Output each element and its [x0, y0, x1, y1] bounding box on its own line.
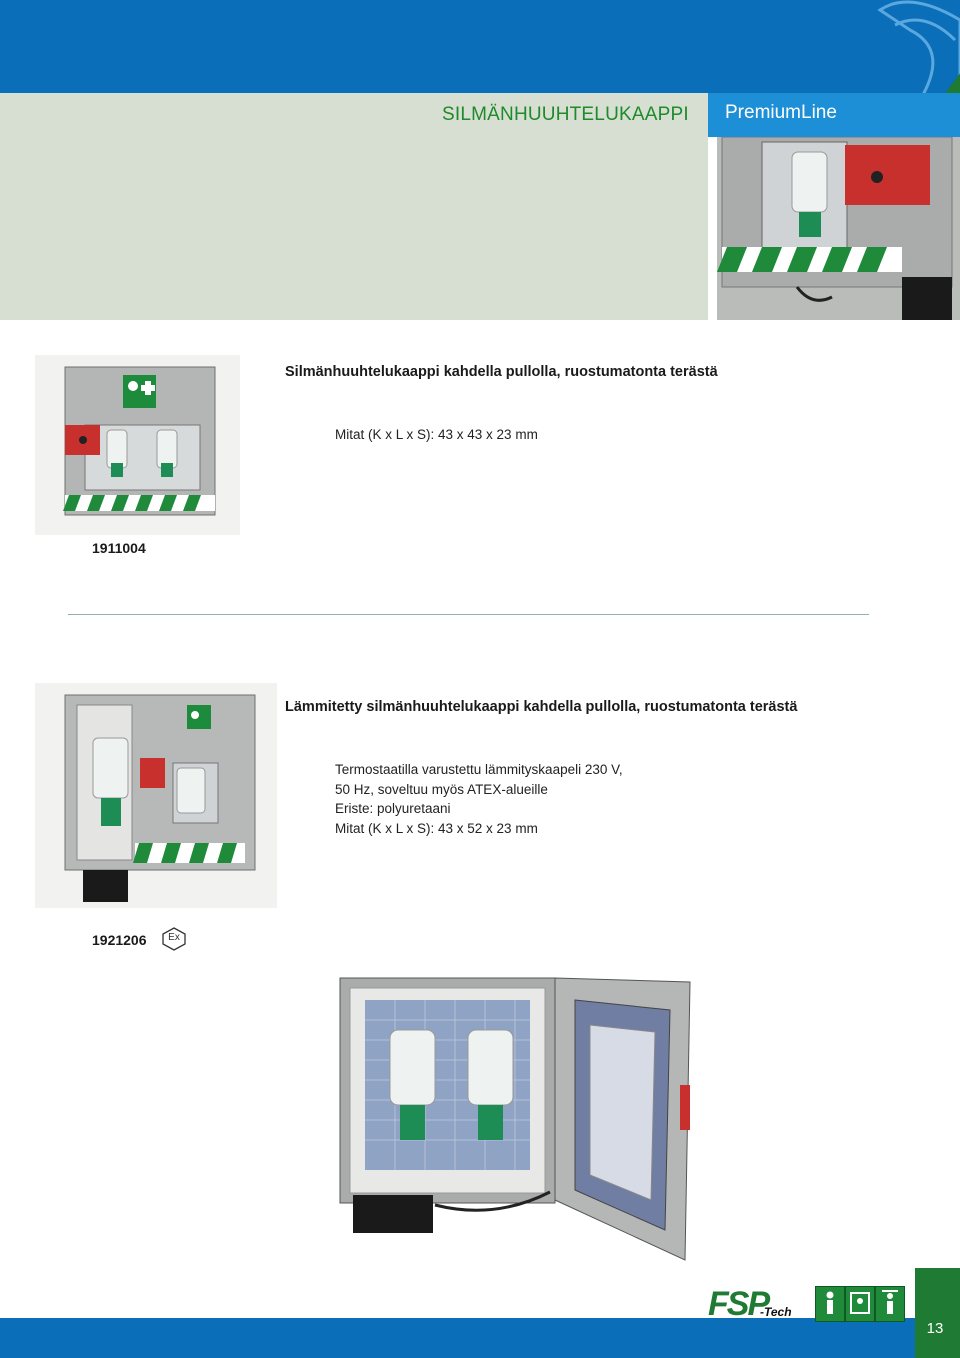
open-cabinet-photo: [335, 970, 695, 1270]
product-1-photo: [35, 355, 240, 535]
logo-subtext: -Tech: [760, 1305, 792, 1319]
header-product-photo: [717, 137, 960, 320]
page-number: 13: [926, 1320, 944, 1337]
bottom-banner: [0, 1318, 960, 1358]
cabinet-closeup-illustration: [717, 137, 960, 320]
product-2-code: 1921206: [92, 932, 147, 948]
eyewash-cabinet-illustration: [35, 355, 240, 535]
emergency-shower-sign-icon: [815, 1286, 845, 1322]
top-banner: [0, 0, 960, 93]
product-2-specs: [335, 760, 623, 838]
product-2-spec-line: 50 Hz, soveltuu myös ATEX-alueille: [335, 781, 548, 797]
ex-badge-label: Ex: [168, 932, 180, 943]
product-2-spec-line: Mitat (K x L x S): 43 x 52 x 23 mm: [335, 820, 538, 836]
heated-eyewash-cabinet-illustration: [35, 683, 277, 908]
page-title: SILMÄNHUUHTELUKAAPPI: [442, 104, 689, 125]
logo-text: FSP: [708, 1285, 769, 1323]
person-icon: [816, 1287, 844, 1321]
product-2-photo: [35, 683, 277, 908]
page-number-box: [915, 1268, 960, 1358]
product-1-dimensions: Mitat (K x L x S): 43 x 43 x 23 mm: [335, 427, 538, 442]
eyewash-station-sign-icon: [845, 1286, 875, 1322]
section-divider: [68, 614, 869, 615]
product-2-title: Lämmitetty silmänhuuhtelukaappi kahdella pullolla, ruostumatonta terästä: [285, 699, 798, 715]
header-band: [0, 93, 708, 320]
product-1-code: 1911004: [92, 540, 146, 556]
atex-ex-badge: [162, 927, 186, 951]
shower-person-icon: [876, 1287, 904, 1321]
eyewash-icon: [846, 1287, 874, 1321]
product-1-title: Silmänhuuhtelukaappi kahdella pullolla, ruostumatonta terästä: [285, 364, 718, 380]
fsp-tech-logo: [708, 1285, 793, 1337]
decorative-swoosh-icon: [850, 0, 960, 93]
premium-line-label: PremiumLine: [725, 102, 837, 123]
product-2-spec-line: Eriste: polyuretaani: [335, 801, 451, 816]
safety-shower-sign-icon: [875, 1286, 905, 1322]
product-2-spec-line: Termostaatilla varustettu lämmityskaapeli 230 V,: [335, 762, 623, 777]
open-heated-cabinet-illustration: [335, 970, 695, 1270]
